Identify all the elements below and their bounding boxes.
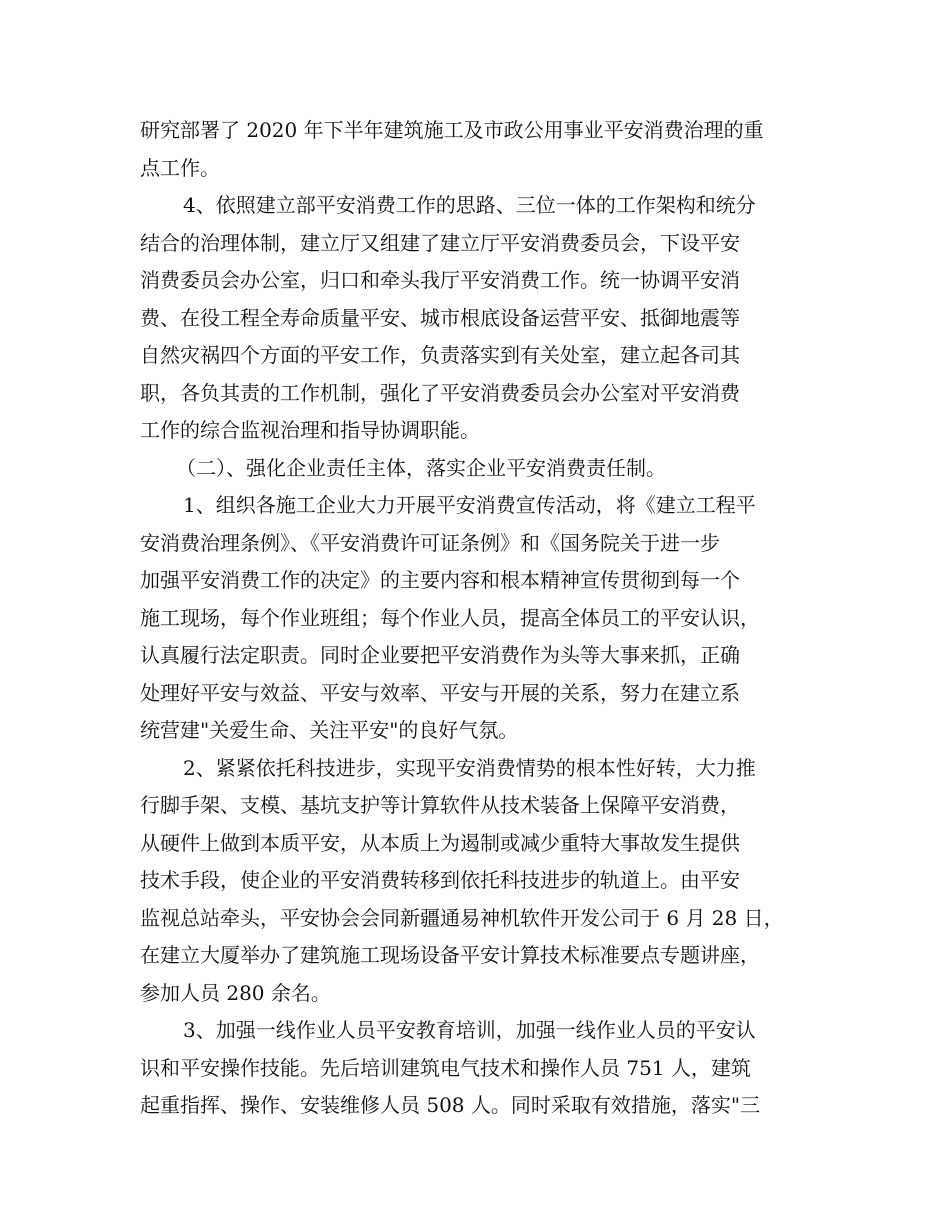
text-line: 研究部署了 2020 年下半年建筑施工及市政公用事业平安消费治理的重	[140, 118, 764, 142]
text-line: 统营建"关爱生命、关注平安"的良好气氛。	[140, 718, 519, 742]
document-body	[140, 112, 820, 1125]
text-line: 结合的治理体制，建立厅又组建了建立厅平安消费委员会，下设平安	[140, 230, 740, 255]
text-line: 处理好平安与效益、平安与效率、平安与开展的关系，努力在建立系	[140, 680, 740, 705]
text-line: 施工现场，每个作业班组；每个作业人员，提高全体员工的平安认识，	[140, 605, 760, 630]
text-line: 自然灾祸四个方面的平安工作，负责落实到有关处室，建立起各司其	[140, 343, 740, 367]
text-line: 从硬件上做到本质平安，从本质上为遏制或减少重特大事故发生提供	[140, 830, 740, 855]
text-line: 识和平安操作技能。先后培训建筑电气技术和操作人员 751 人，建筑	[140, 1055, 751, 1080]
text-line: 在建立大厦举办了建筑施工现场设备平安计算技术标准要点专题讲座，	[140, 943, 760, 967]
text-line: 参加人员 280 余名。	[140, 980, 331, 1005]
paragraph-start-line: 4、依照建立部平安消费工作的思路、三位一体的工作架构和统分	[183, 193, 756, 217]
text-line: 工作的综合监视治理和指导协调职能。	[140, 418, 480, 442]
paragraph-start-line: 1、组织各施工企业大力开展平安消费宣传活动，将《建立工程平	[183, 493, 756, 517]
section-heading: （二）、强化企业责任主体，落实企业平安消费责任制。	[176, 455, 666, 480]
text-line: 消费委员会办公室，归口和牵头我厅平安消费工作。统一协调平安消	[140, 268, 740, 292]
text-line: 费、在役工程全寿命质量平安、城市根底设备运营平安、抵御地震等	[140, 305, 740, 330]
text-line: 职，各负其责的工作机制，强化了平安消费委员会办公室对平安消费	[140, 380, 740, 405]
text-line: 监视总站牵头，平安协会会同新疆通易神机软件开发公司于 6 月 28 日，	[140, 905, 784, 930]
text-line: 加强平安消费工作的决定》的主要内容和根本精神宣传贯彻到每一个	[140, 568, 740, 592]
text-line: 点工作。	[140, 155, 220, 180]
text-line: 认真履行法定职责。同时企业要把平安消费作为头等大事来抓，正确	[140, 643, 740, 667]
text-line: 起重指挥、操作、安装维修人员 508 人。同时采取有效措施，落实"三	[140, 1093, 761, 1117]
paragraph-start-line: 2、紧紧依托科技进步，实现平安消费情势的根本性好转，大力推	[183, 755, 756, 780]
paragraph-start-line: 3、加强一线作业人员平安教育培训，加强一线作业人员的平安认	[183, 1018, 756, 1042]
text-line: 技术手段，使企业的平安消费转移到依托科技进步的轨道上。由平安	[140, 868, 740, 892]
text-line: 行脚手架、支模、基坑支护等计算软件从技术装备上保障平安消费，	[140, 793, 740, 817]
text-line: 安消费治理条例》、《平安消费许可证条例》和《国务院关于进一步	[140, 530, 720, 555]
